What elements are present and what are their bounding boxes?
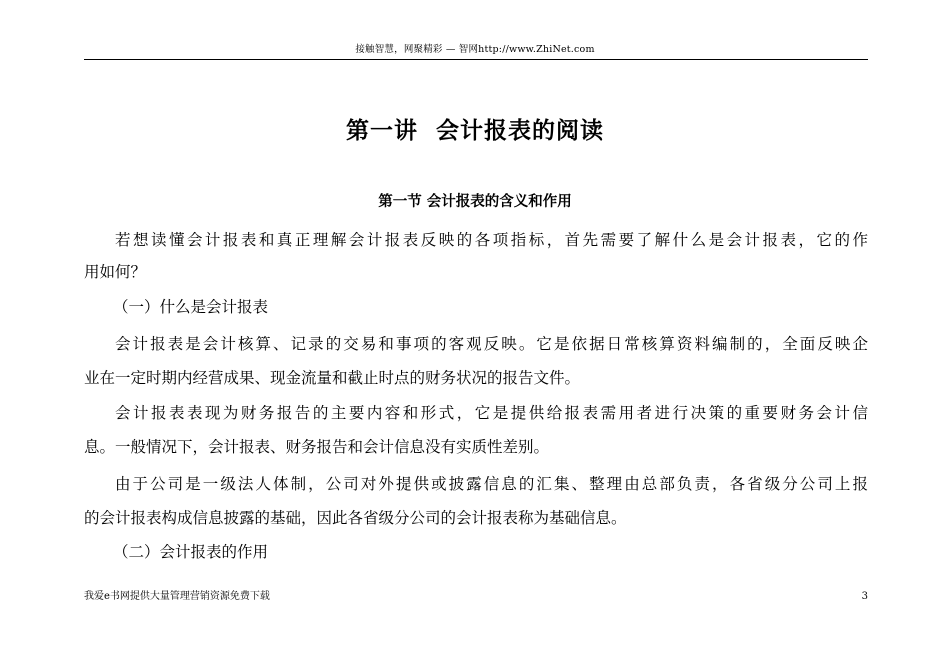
paragraph-line: 会计报表表现为财务报告的主要内容和形式，它是提供给报表需用者进行决策的重要财务会计信 — [115, 404, 868, 422]
page-title: 第一讲 会计报表的阅读 — [345, 117, 604, 144]
page-number: 3 — [861, 591, 868, 602]
paragraph-line: 会计报表是会计核算、记录的交易和事项的客观反映。它是依据日常核算资料编制的，全面反映企 — [115, 335, 868, 353]
footer-text: 我爱e书网提供大量管理营销资源免费下载 — [84, 591, 270, 602]
paragraph-line: 若想读懂会计报表和真正理解会计报表反映的各项指标，首先需要了解什么是会计报表，它的作 — [115, 231, 868, 249]
paragraph-line: 用如何？ — [84, 263, 147, 281]
header-text: 接触智慧，网聚精彩 — 智网http://www.ZhiNet.com — [355, 44, 595, 55]
section-title: 第一节 会计报表的含义和作用 — [378, 193, 572, 210]
paragraph-line: 的会计报表构成信息披露的基础，因此各省级分公司的会计报表称为基础信息。 — [84, 509, 627, 527]
paragraph-line: 业在一定时期内经营成果、现金流量和截止时点的财务状况的报告文件。 — [84, 369, 581, 387]
paragraph-line: 息。一般情况下，会计报表、财务报告和会计信息没有实质性差别。 — [84, 438, 550, 456]
header-divider — [84, 59, 868, 60]
paragraph-line: 由于公司是一级法人体制，公司对外提供或披露信息的汇集、整理由总部负责，各省级分公司上报 — [115, 475, 868, 493]
subheading-report-function: （二）会计报表的作用 — [113, 543, 269, 561]
subheading-what-is-report: （一）什么是会计报表 — [113, 298, 269, 316]
